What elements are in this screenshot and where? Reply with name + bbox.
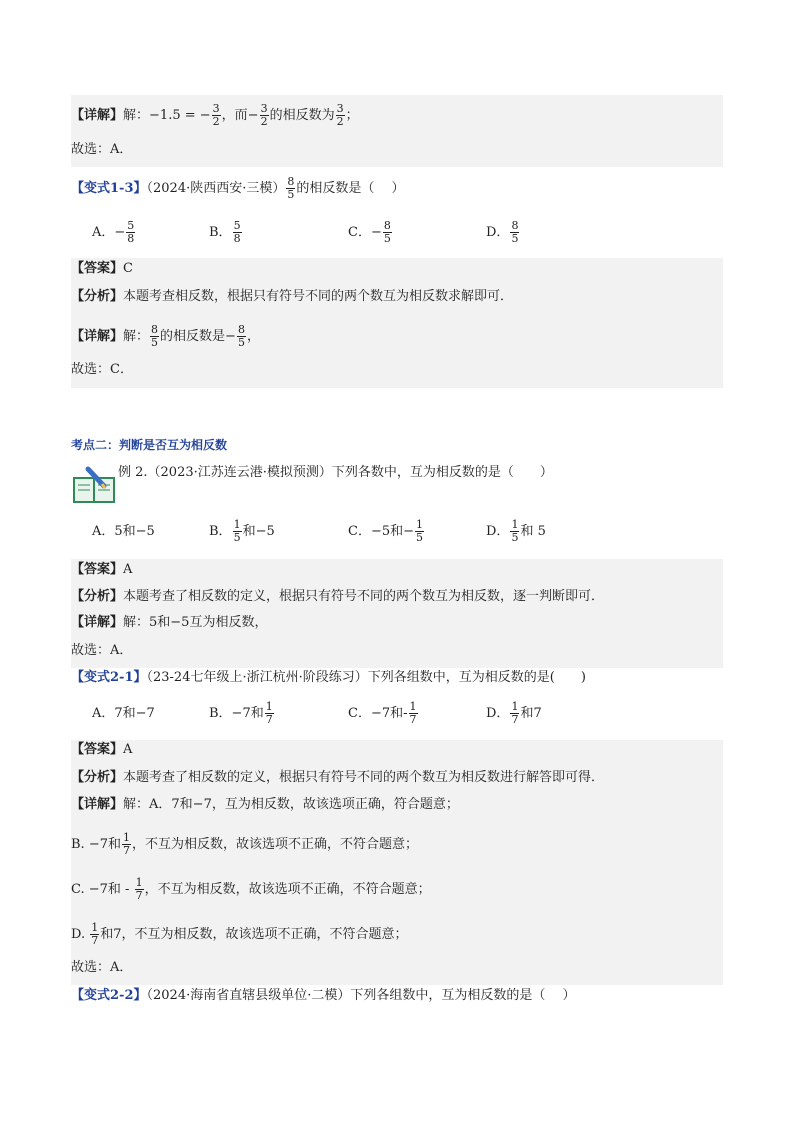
detail-line: 【详解】解：5和−5互为相反数，	[71, 615, 268, 630]
option-a: A．5和−5	[92, 524, 155, 539]
analysis-line: 【分析】本题考查了相反数的定义，根据只有符号不同的两个数互为相反数进行解答即可得．	[71, 770, 605, 785]
detail-line: 【详解】解： $\frac{8}{5}$ 的相反数是− $\frac{8}{5}$ ，	[71, 323, 260, 349]
detail-line: 【详解】解：−1.5 = − $\frac{3}{2}$ ，而− $\frac{3}{2}$ 的相反数为 $\frac{3}{2}$ ；	[71, 102, 359, 128]
option-b: B． $\frac{5}{8}$	[209, 219, 241, 245]
book-pencil-icon	[72, 466, 118, 506]
choose-line: 故选：A．	[71, 142, 133, 157]
section-title: 考点二：判断是否互为相反数	[71, 438, 228, 452]
detail-line-b: B. −7和 $\frac{1}{7}$ ，不互为相反数，故该选项不正确，不符合题意；	[71, 831, 418, 857]
solution-shade	[71, 258, 723, 388]
choose-line: 故选：A．	[71, 643, 133, 658]
fraction: $\frac{8}{5}$	[287, 175, 295, 201]
option-b: B．−7和 $\frac{1}{7}$	[209, 700, 273, 726]
option-a: A．− $\frac{5}{8}$	[92, 219, 135, 245]
option-d: D． $\frac{1}{7}$ 和7	[486, 700, 542, 726]
fraction: $\frac{3}{2}$	[260, 102, 268, 128]
variant-question: 【变式1-3】（2024·陕西西安·三模） $\frac{8}{5}$ 的相反数是（ ）	[71, 175, 405, 201]
answer-line: 【答案】A	[71, 742, 133, 757]
option-b: B． $\frac{1}{5}$ 和−5	[209, 518, 275, 544]
example-question: 例 2.（2023·江苏连云港·模拟预测）下列各数中，互为相反数的是（ ）	[118, 465, 553, 480]
option-a: A．7和−7	[92, 706, 155, 721]
detail-line-d: D. $\frac{1}{7}$ 和7，不互为相反数，故该选项不正确，不符合题意；	[71, 921, 408, 947]
analysis-line: 【分析】本题考查了相反数的定义，根据只有符号不同的两个数互为相反数，逐一判断即可．	[71, 589, 605, 604]
choose-line: 故选：A．	[71, 960, 133, 975]
detail-line: 【详解】解：A．7和−7，互为相反数，故该选项正确，符合题意；	[71, 797, 459, 812]
variant-question: 【变式2-1】（23-24七年级上·浙江杭州·阶段练习）下列各组数中，互为相反数的是( )	[71, 670, 586, 685]
answer-line: 【答案】A	[71, 562, 133, 577]
option-c: C．− $\frac{8}{5}$	[348, 219, 391, 245]
fraction: $\frac{3}{2}$	[336, 102, 344, 128]
option-d: D． $\frac{1}{5}$ 和 5	[486, 518, 546, 544]
analysis-line: 【分析】本题考查相反数，根据只有符号不同的两个数互为相反数求解即可．	[71, 289, 514, 304]
detail-line-c: C. −7和 - $\frac{1}{7}$ ，不互为相反数，故该选项不正确，不符合题意；	[71, 876, 431, 902]
answer-line: 【答案】C	[71, 261, 133, 276]
option-c: C．−5和− $\frac{1}{5}$	[348, 518, 424, 544]
option-c: C．−7和- $\frac{1}{7}$	[348, 700, 417, 726]
choose-line: 故选：C．	[71, 362, 133, 377]
variant-question: 【变式2-2】（2024·海南省直辖县级单位·二模）下列各组数中，互为相反数的是（ ）	[71, 988, 576, 1003]
option-d: D． $\frac{8}{5}$	[486, 219, 519, 245]
fraction: $\frac{3}{2}$	[212, 102, 220, 128]
